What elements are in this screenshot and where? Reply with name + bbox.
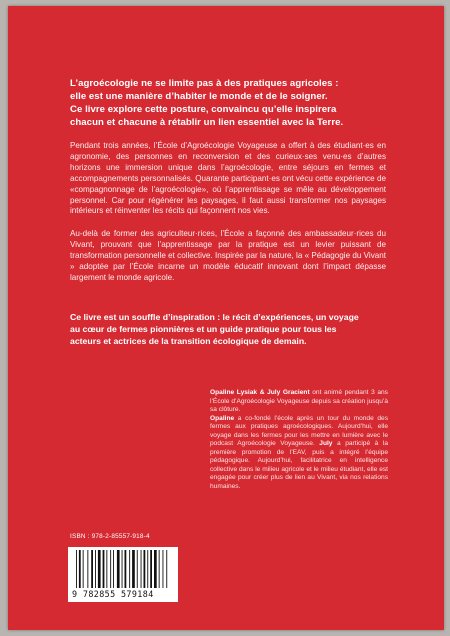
- intro-line: L’agroécologie ne se limite pas à des pratiques agricoles :: [70, 78, 339, 89]
- intro-line: elle est une manière d’habiter le monde et de le soigner.: [70, 91, 328, 103]
- barcode-digits: 9 782855 579184: [72, 589, 154, 599]
- closing-line: Ce livre est un souffle d’inspiration : le récit d’expériences, un voyage: [70, 312, 359, 322]
- intro-line: chacun et chacune à rétablir un lien essentiel avec la Terre.: [70, 117, 344, 129]
- isbn-label: ISBN : 978-2-85557-918-4: [70, 533, 150, 540]
- author-opaline-bio: a co-fondé l’école après un tour du monde des fermes aux pratiques agroécologiques. Aujourd’hui, elle voyage dans les fermes pour les mettre en lumière avec le podcast Agroécologie Voyageuse.: [210, 414, 388, 447]
- closing-statement: [70, 311, 390, 347]
- barcode-bars-icon: [76, 550, 170, 590]
- intro-statement: [70, 77, 390, 129]
- barcode: [68, 547, 178, 602]
- author-july-name: July: [319, 440, 333, 447]
- author-july-bio: a participé à la première promotion de l’EAV, puis a intégré l’équipe pédagogique. Aujourd’hui, facilitatrice en intelligence collective dans le milieu agricole et le milieu étudiant, elle est engagée pour créer plus de lien au Vivant, via nos relations humaines.: [210, 440, 388, 490]
- paragraph-school: Pendant trois années, l’École d’Agroécologie Voyageuse a offert à des étudiant·es en agronomie, des personnes en reconversion et des curieux·ses venu·es d’autres horizons une immersion unique dans l’agroécologie, entre séjours en fermes et accompagnements personnalisés. Quarante participant·es ont vécu cette expérience de «compagnonnage de l’agroécologie», où l’apprentissage se mêle au développement personnel. Car pour régénérer les paysages, il faut aussi transformer nos paysages intérieurs et réinventer les récits qui façonnent nos vies.: [70, 141, 386, 216]
- authors-intro: ont animé pendant 3 ans l’École d’Agroécologie Voyageuse depuis sa création jusqu’à sa clôture.: [210, 389, 388, 413]
- intro-line: Ce livre explore cette posture, convaincu qu’elle inspirera: [70, 104, 337, 116]
- authors-bio: [210, 389, 388, 491]
- closing-line: au cœur de fermes pionnières et un guide pratique pour tous les: [70, 324, 337, 334]
- authors-names: Opaline Lysiak & July Gracient: [210, 389, 310, 396]
- author-opaline-name: Opaline: [210, 414, 235, 422]
- paragraph-ambassadors: Au-delà de former des agriculteur·rices, l’École a façonné des ambassadeur·rices du Vivant, prouvant que l’apprentissage par la pratique est un levier puissant de transformation personnelle et collective. Inspirée par la nature, la « Pédagogie du Vivant » adoptée par l’École incarne un modèle éducatif innovant dont l’impact dépasse largement le monde agricole.: [70, 229, 386, 282]
- closing-line: acteurs et actrices de la transition écologique de demain.: [70, 336, 307, 346]
- back-cover: [8, 6, 444, 630]
